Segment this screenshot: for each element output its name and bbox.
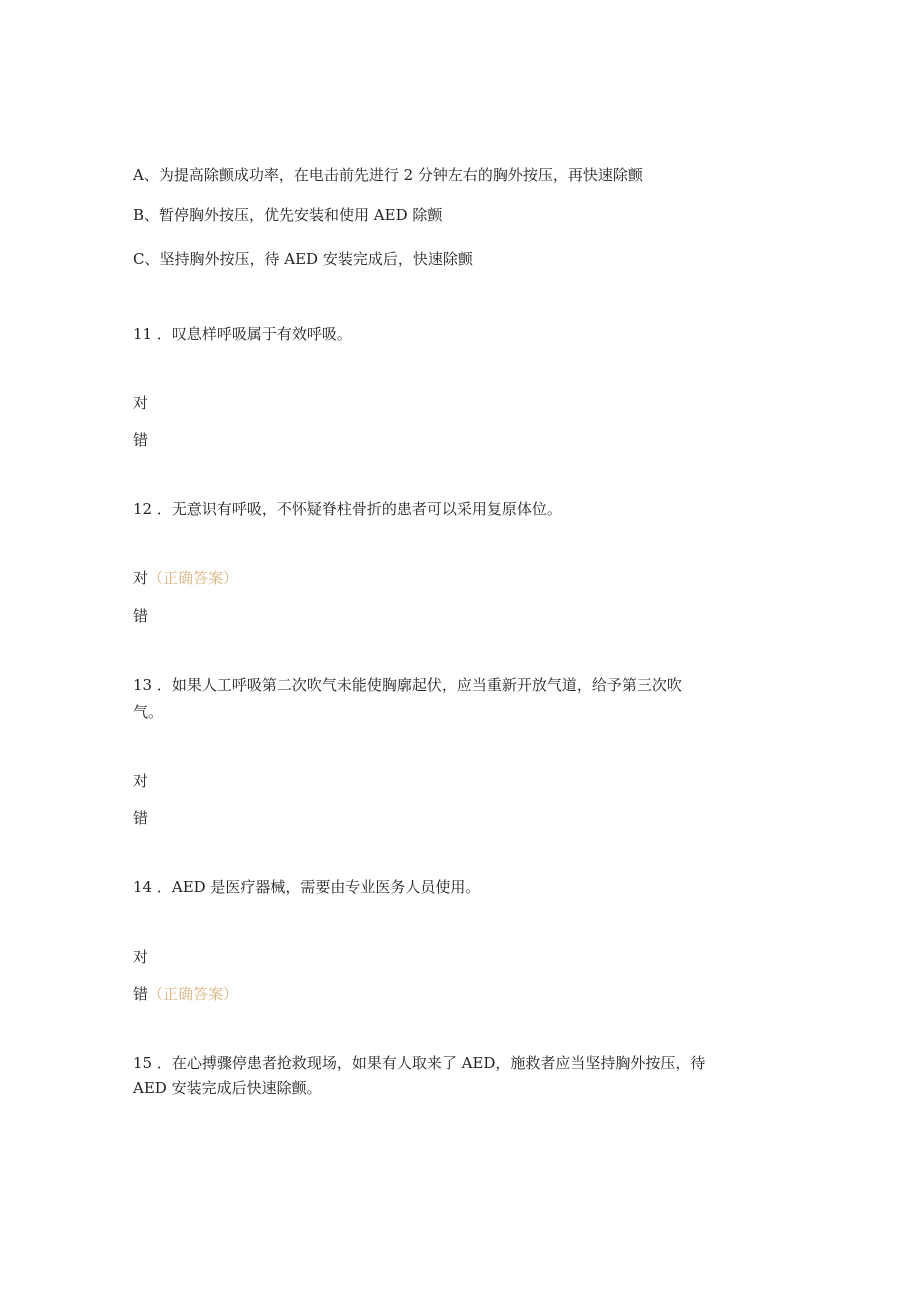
q11-option-true[interactable]: 对 xyxy=(133,394,149,412)
question-11: 11 ．叹息样呼吸属于有效呼吸。 xyxy=(133,325,352,343)
q11-option-false[interactable]: 错 xyxy=(133,431,149,449)
q12-option-true-label: 对 xyxy=(133,569,149,587)
q14-option-true[interactable]: 对 xyxy=(133,948,149,966)
correct-answer-mark: （正确答案） xyxy=(148,985,239,1003)
q12-option-true[interactable] xyxy=(133,566,238,590)
option-a[interactable]: A、为提高除颤成功率，在电击前先进行 2 分钟左右的胸外按压，再快速除颤 xyxy=(133,166,643,184)
question-12: 12 ．无意识有呼吸，不怀疑脊柱骨折的患者可以采用复原体位。 xyxy=(133,500,562,518)
q13-option-true[interactable]: 对 xyxy=(133,772,149,790)
question-15-line-1: 15 ．在心搏骤停患者抢救现场，如果有人取来了 AED，施救者应当坚持胸外按压，待 xyxy=(133,1054,706,1072)
q14-option-false[interactable] xyxy=(133,982,238,1006)
q13-option-false[interactable]: 错 xyxy=(133,809,149,827)
q14-option-false-label: 错 xyxy=(133,985,149,1003)
question-14: 14 ．AED 是医疗器械，需要由专业医务人员使用。 xyxy=(133,878,481,896)
question-13-line-1: 13 ．如果人工呼吸第二次吹气未能使胸廓起伏，应当重新开放气道，给予第三次吹 xyxy=(133,676,682,694)
question-13-line-2: 气。 xyxy=(133,703,164,721)
q12-option-false[interactable]: 错 xyxy=(133,607,149,625)
question-15-line-2: AED 安装完成后快速除颤。 xyxy=(133,1079,322,1097)
option-c[interactable]: C、坚持胸外按压，待 AED 安装完成后，快速除颤 xyxy=(133,250,473,268)
option-b[interactable]: B、暂停胸外按压，优先安装和使用 AED 除颤 xyxy=(133,206,443,224)
correct-answer-mark: （正确答案） xyxy=(148,569,239,587)
